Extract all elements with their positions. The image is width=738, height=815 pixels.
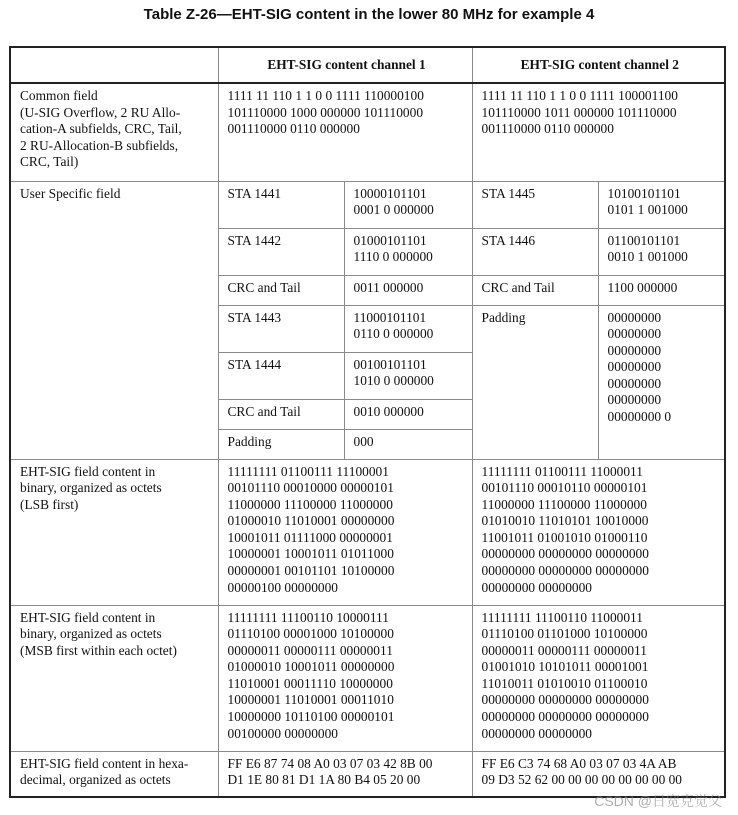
ch2-padding-value: 00000000 00000000 00000000 00000000 00000000 00000000 00000000 0 (598, 305, 725, 459)
header-channel-2: EHT-SIG content channel 2 (472, 47, 725, 83)
common-field-ch2: 1111 11 110 1 1 0 0 1111 100001100 101110000 1011 000000 101110000 001110000 0110 000000 (472, 83, 725, 181)
hex-ch2: FF E6 C3 74 68 A0 03 07 03 4A AB 09 D3 52 62 00 00 00 00 00 00 00 00 (472, 751, 725, 797)
ch2-row-value: 1100 000000 (598, 275, 725, 305)
lsb-ch2: 11111111 01100111 11000011 00101110 00010110 00000101 11000000 11100000 11000000 01010010 11010101 10010000 11001011 01001010 01000110 00000000 00000000 00000000 00000000 00000000 00000000 00000000 00000000 (472, 459, 725, 605)
user-specific-label: User Specific field (10, 181, 218, 459)
ch1-row-name: STA 1443 (218, 305, 344, 352)
ch1-row-name: CRC and Tail (218, 399, 344, 429)
ch1-row-name: STA 1442 (218, 228, 344, 275)
header-channel-1: EHT-SIG content channel 1 (218, 47, 472, 83)
hex-ch1: FF E6 87 74 08 A0 03 07 03 42 8B 00 D1 1E 80 81 D1 1A 80 B4 05 20 00 (218, 751, 472, 797)
watermark-text: CSDN @日宽克觉父 (594, 793, 722, 809)
eht-sig-table (9, 46, 726, 798)
msb-ch1: 11111111 11100110 10000111 01110100 00001000 10100000 00000011 00000111 00000011 01000010 10001011 00000000 11010001 00011110 10000000 10000001 11010001 00011010 10000000 10110100 00000101 00100000 00000000 (218, 605, 472, 751)
ch1-row-value: 000 (344, 429, 472, 459)
ch2-row-name: STA 1446 (472, 228, 598, 275)
ch2-row-name: CRC and Tail (472, 275, 598, 305)
common-field-ch1: 1111 11 110 1 1 0 0 1111 110000100 101110000 1000 000000 101110000 001110000 0110 000000 (218, 83, 472, 181)
ch2-row-name: STA 1445 (472, 181, 598, 228)
ch1-row-value: 10000101101 0001 0 000000 (344, 181, 472, 228)
ch2-row-value: 01100101101 0010 1 001000 (598, 228, 725, 275)
table-caption: Table Z-26—EHT-SIG content in the lower 80 MHz for example 4 (143, 6, 595, 23)
hex-label: EHT-SIG field content in hexa- decimal, organized as octets (10, 751, 218, 797)
ch2-padding-name: Padding (472, 305, 598, 459)
msb-label: EHT-SIG field content in binary, organized as octets (MSB first within each octet) (10, 605, 218, 751)
ch1-row-name: Padding (218, 429, 344, 459)
ch1-row-value: 00100101101 1010 0 000000 (344, 352, 472, 399)
ch2-row-value: 10100101101 0101 1 001000 (598, 181, 725, 228)
ch1-row-value: 0010 000000 (344, 399, 472, 429)
ch1-row-name: STA 1444 (218, 352, 344, 399)
header-empty-cell (10, 47, 218, 83)
lsb-ch1: 11111111 01100111 11100001 00101110 00010000 00000101 11000000 11100000 11000000 01000010 11010001 00000000 10001011 01111000 00000001 10000001 10001011 01011000 00000001 00101101 10100000 00000100 00000000 (218, 459, 472, 605)
ch1-row-value: 01000101101 1110 0 000000 (344, 228, 472, 275)
ch1-row-name: STA 1441 (218, 181, 344, 228)
common-field-label: Common field (U-SIG Overflow, 2 RU Allo- cation-A subfields, CRC, Tail, 2 RU-Allocation-B subfields, CRC, Tail) (10, 83, 218, 181)
msb-ch2: 11111111 11100110 11000011 01110100 01101000 10100000 00000011 00000111 00000011 01001010 10101011 00001001 11010011 01010010 01100010 00000000 00000000 00000000 00000000 00000000 00000000 00000000 00000000 (472, 605, 725, 751)
ch1-row-value: 0011 000000 (344, 275, 472, 305)
lsb-label: EHT-SIG field content in binary, organized as octets (LSB first) (10, 459, 218, 605)
ch1-row-name: CRC and Tail (218, 275, 344, 305)
ch1-row-value: 11000101101 0110 0 000000 (344, 305, 472, 352)
